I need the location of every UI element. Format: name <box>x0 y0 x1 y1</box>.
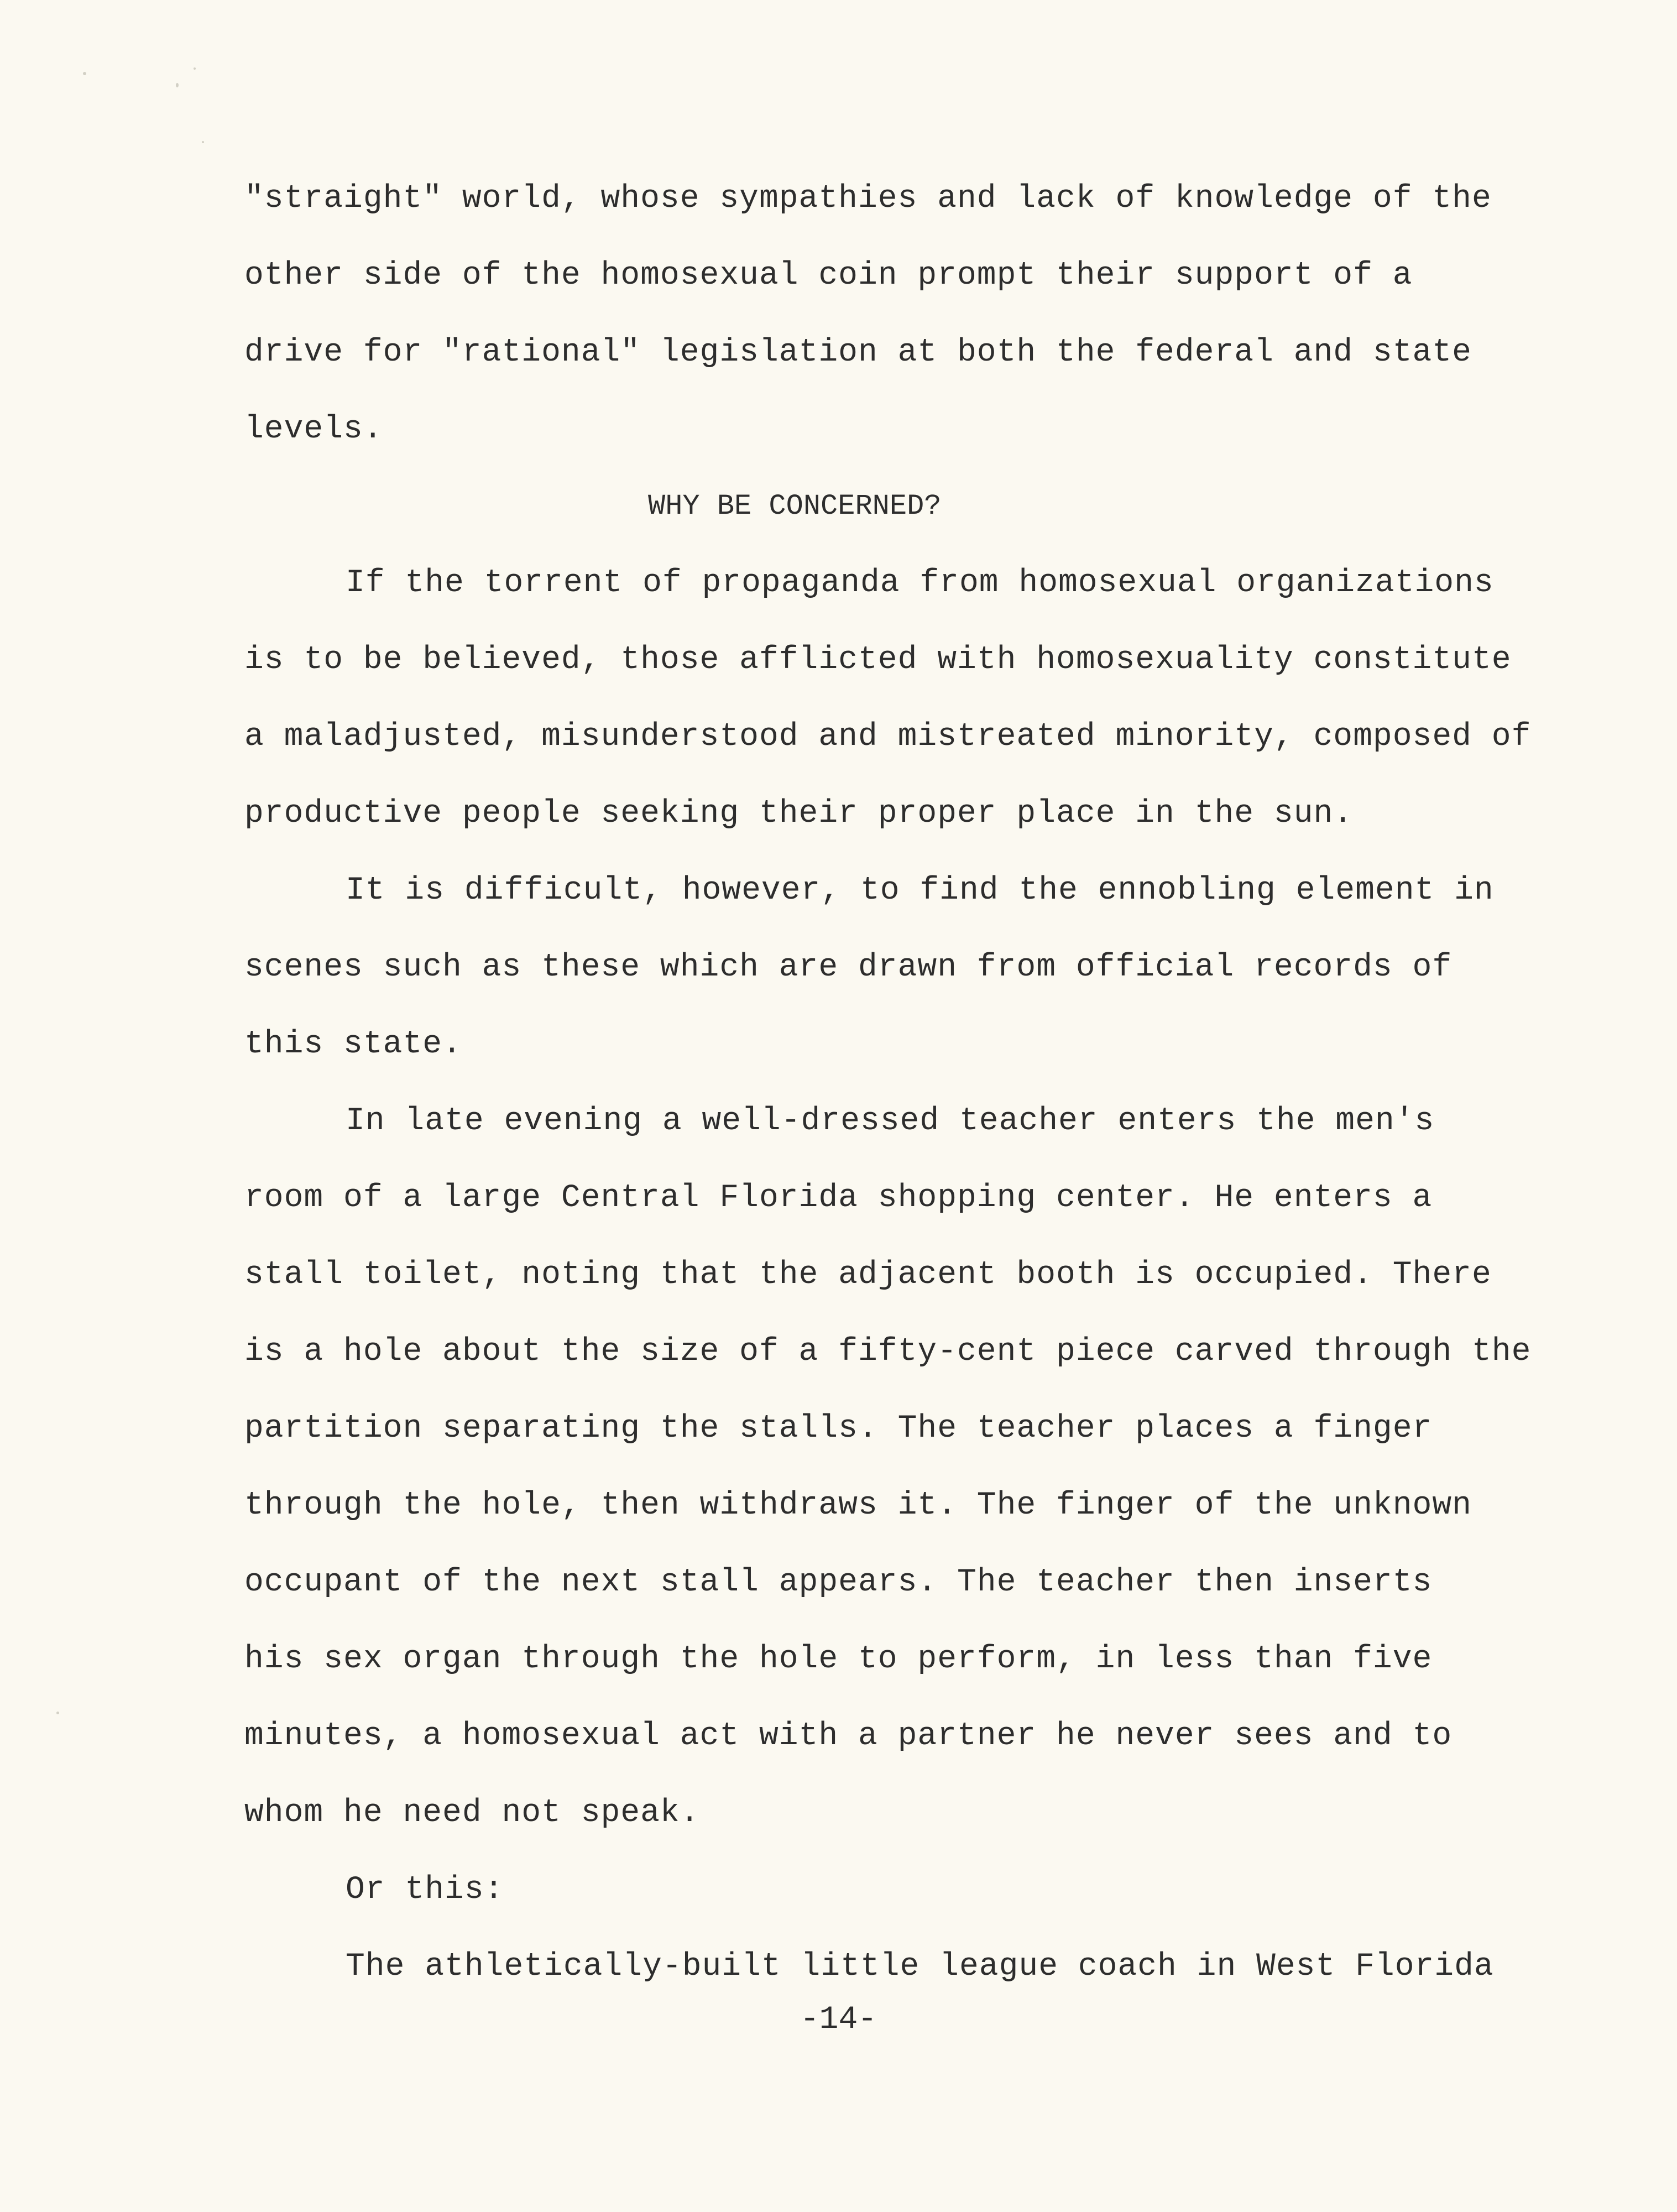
body-line: other side of the homosexual coin prompt their support of a <box>244 258 1413 294</box>
page-number: -14- <box>800 2002 877 2038</box>
document-body <box>244 160 1582 2005</box>
body-line: through the hole, then withdraws it. The finger of the unknown <box>244 1488 1472 1524</box>
body-line: In late evening a well-dressed teacher enters the men's <box>346 1103 1435 1139</box>
body-line: If the torrent of propaganda from homosexual organizations <box>346 565 1494 601</box>
body-line: this state. <box>244 1026 462 1062</box>
body-line: whom he need not speak. <box>244 1795 700 1831</box>
body-line: "straight" world, whose sympathies and lack of knowledge of the <box>244 181 1492 217</box>
body-line: stall toilet, noting that the adjacent booth is occupied. There <box>244 1257 1492 1293</box>
body-line: is a hole about the size of a fifty-cent piece carved through the <box>244 1334 1532 1370</box>
body-line: It is difficult, however, to find the ennobling element in <box>346 873 1494 909</box>
body-line: a maladjusted, misunderstood and mistreated minority, composed of <box>244 719 1532 755</box>
paper-speck <box>56 1712 59 1714</box>
body-line: levels. <box>244 411 383 447</box>
paper-speck <box>83 72 86 75</box>
paper-speck <box>202 141 204 143</box>
body-line: his sex organ through the hole to perform, in less than five <box>244 1641 1433 1677</box>
body-line: productive people seeking their proper place in the sun. <box>244 796 1354 832</box>
body-line: drive for "rational" legislation at both the federal and state <box>244 335 1472 371</box>
section-heading: WHY BE CONCERNED? <box>648 490 942 523</box>
body-line: minutes, a homosexual act with a partner he never sees and to <box>244 1718 1453 1754</box>
body-line: is to be believed, those afflicted with homosexuality constitute <box>244 642 1512 678</box>
body-line: scenes such as these which are drawn from official records of <box>244 950 1453 985</box>
body-line: occupant of the next stall appears. The teacher then inserts <box>244 1564 1433 1600</box>
paper-speck <box>176 83 179 87</box>
body-line: Or this: <box>346 1872 504 1908</box>
paper-speck <box>194 67 196 70</box>
body-line: room of a large Central Florida shopping center. He enters a <box>244 1180 1433 1216</box>
body-line: The athletically-built little league coach in West Florida <box>346 1949 1494 1985</box>
body-line: partition separating the stalls. The teacher places a finger <box>244 1411 1433 1447</box>
